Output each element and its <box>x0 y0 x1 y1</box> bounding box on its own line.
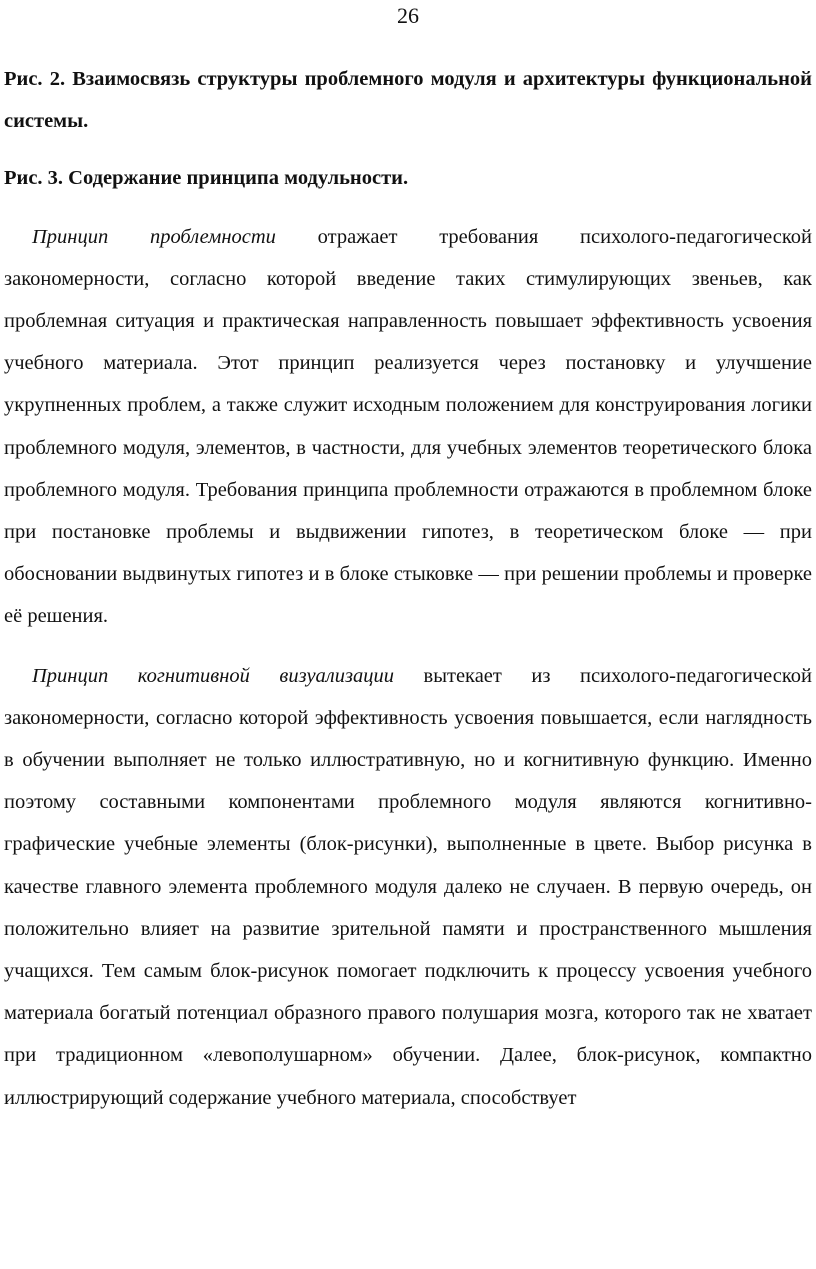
paragraph-problem-principle <box>4 216 812 638</box>
page-content <box>4 58 812 1119</box>
figure-caption-2: Рис. 2. Взаимосвязь структуры проблемного модуля и архитектуры функциональной системы. <box>4 68 812 133</box>
figure-caption-3: Рис. 3. Содержание принципа модульности. <box>4 167 409 190</box>
paragraph-cognitive-visualization <box>4 655 812 1119</box>
page-number: 26 <box>397 3 419 28</box>
term-problem-principle: Принцип проблемности <box>32 225 276 248</box>
paragraph-body: вытекает из психолого-педагогической закономерности, согласно которой эффективность усвоения повышается, если наглядность в обучении выполняет не только иллюстративную, но и когнитивную функцию. Именно поэтому составными компонентами проблемного модуля являются когнитивно-графические учебные элементы (блок-рисунки), выполненные в цвете. Выбор рисунка в качестве главного элемента проблемного модуля далеко не случаен. В первую очередь, он положительно влияет на развитие зрительной памяти и пространственного мышления учащихся. Тем самым блок-рисунок помогает подключить к процессу усвоения учебного материала богатый потенциал образного правого полушария мозга, которого так не хватает при традиционном «левополушарном» обучении. Далее, блок-рисунок, компактно иллюстрирующий содержание учебного материала, способствует <box>4 664 812 1109</box>
paragraph-body: отражает требования психолого-педагогической закономерности, согласно которой введение таких стимулирующих звеньев, как проблемная ситуация и практическая направленность повышает эффективность усвоения учебного материала. Этот принцип реализуется через постановку и улучшение укрупненных проблем, а также служит исходным положением для конструирования логики проблемного модуля, элементов, в частности, для учебных элементов теоретического блока проблемного модуля. Требования принципа проблемности отражаются в проблемном блоке при постановке проблемы и выдвижении гипотез, в теоретическом блоке — при обосновании выдвинутых гипотез и в блоке стыковке — при решении проблемы и проверке её решения. <box>4 225 812 628</box>
term-cognitive-visualization: Принцип когнитивной визуализации <box>32 664 394 687</box>
